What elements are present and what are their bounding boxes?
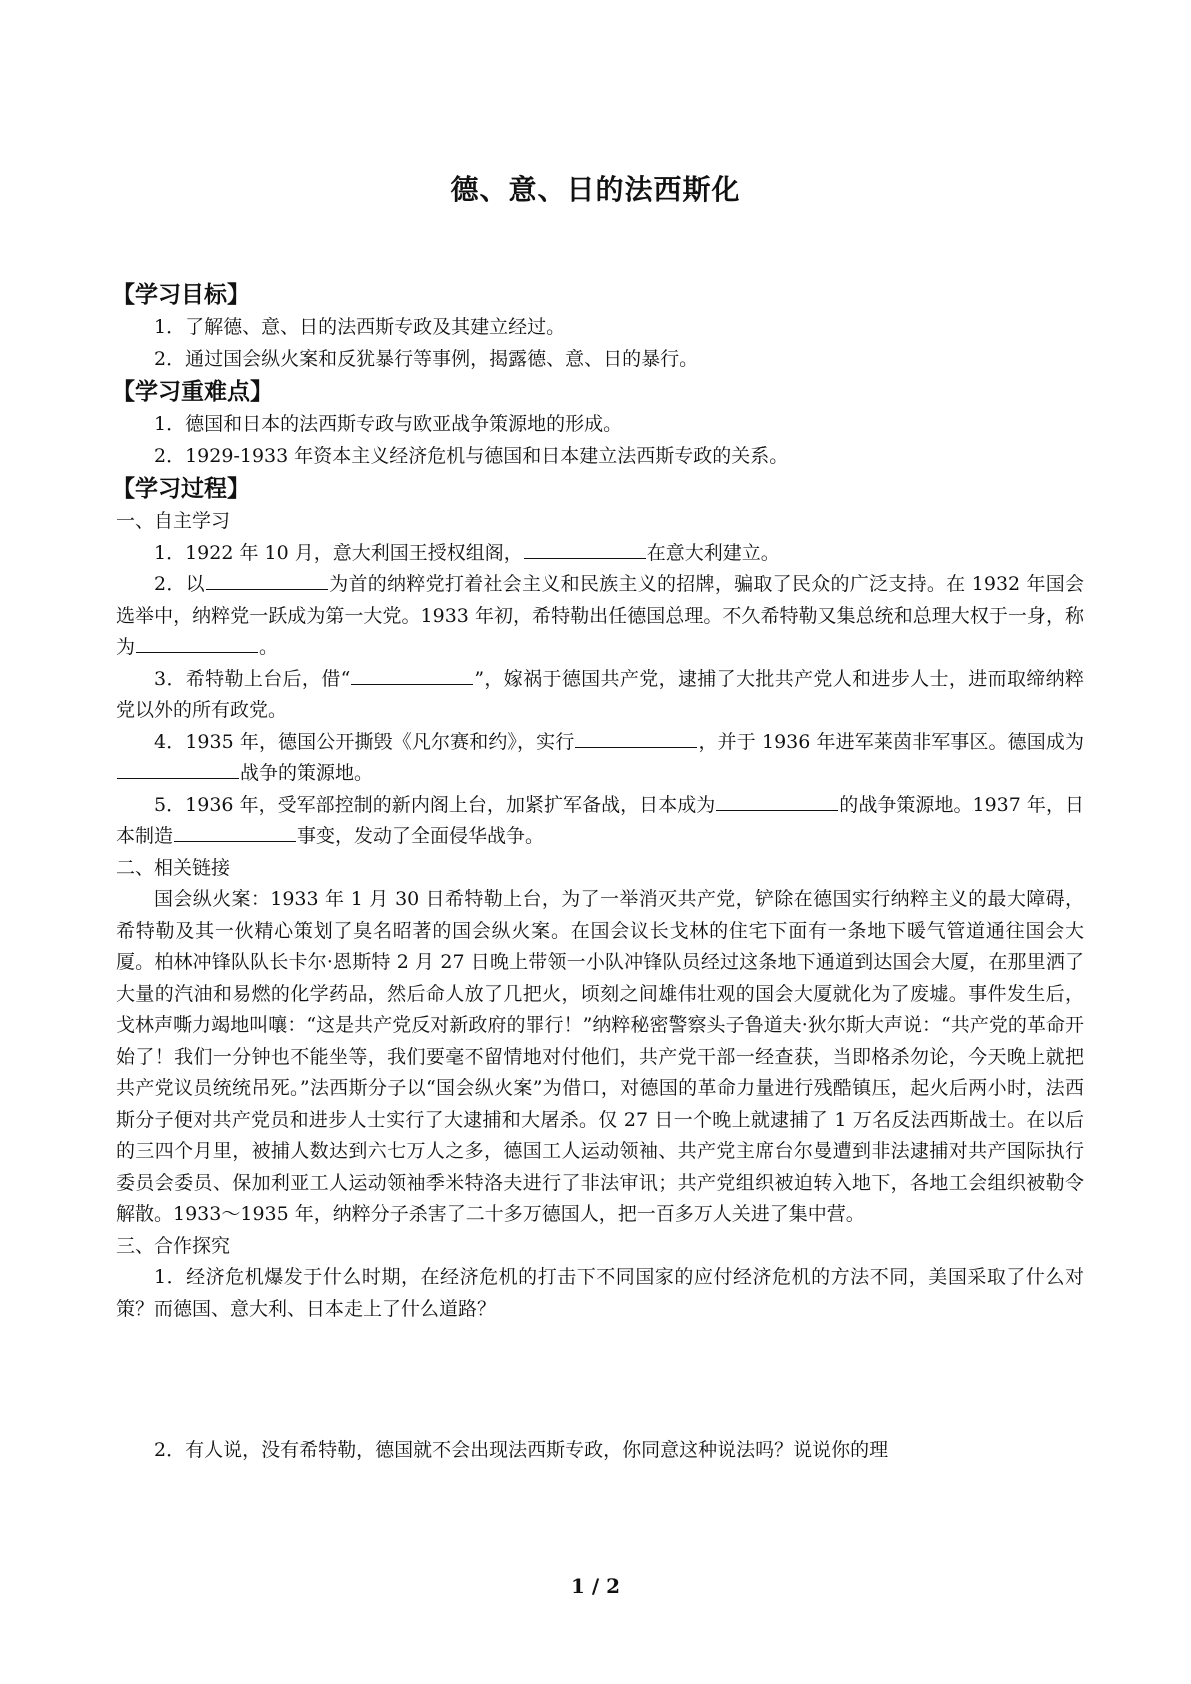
answer-blank[interactable] (716, 791, 838, 811)
question-text: 的战争策源地。1937 年，日本制造 (116, 793, 1084, 847)
question-text: 战争的策源地。 (240, 762, 374, 784)
key-point-item: 1．德国和日本的法西斯专政与欧亚战争策源地的形成。 (154, 413, 623, 435)
question-text: 2．以 (154, 573, 205, 595)
page-number: 1 / 2 (570, 1574, 621, 1598)
fill-question-2 (116, 569, 1084, 664)
section-cooperative-inquiry-title: 三、合作探究 (116, 1234, 231, 1257)
fill-question-5 (116, 790, 1084, 853)
question-text: 在意大利建立。 (646, 541, 780, 564)
process-heading: 【学习过程】 (112, 476, 250, 502)
section-related-links-title: 二、相关链接 (116, 856, 231, 879)
question-text: ”，嫁祸于德国共产党，逮捕了大批共产党人和进步人士，进而取缔纳粹党以外的所有政党。 (116, 667, 1084, 721)
question-text: 为首的纳粹党打着社会主义和民族主义的招牌，骗取了民众的广泛支持。在 1932 年国会选举中，纳粹党一跃成为第一大党。1933 年初，希特勒出任德国总理。不久希特勒又集总统和总理大权于一身，称为 (116, 573, 1085, 658)
reichstag-fire-passage: 国会纵火案：1933 年 1 月 30 日希特勒上台，为了一举消灭共产党，铲除在德国实行纳粹主义的最大障碍，希特勒及其一伙精心策划了臭名昭著的国会纵火案。在国会议长戈林的住宅下面有一条地下暖气管道通往国会大厦。柏林冲锋队队长卡尔·恩斯特 2 月 27 日晚上带领一小队冲锋队员经过这条地下通道到达国会大厦，在那里洒了大量的汽油和易燃的化学药品，然后命人放了几把火，顷刻之间雄伟壮观的国会大厦就化为了废墟。事件发生后，戈林声嘶力竭地叫嚷：“这是共产党反对新政府的罪行！”纳粹秘密警察头子鲁道夫·狄尔斯大声说：“共产党的革命开始了！我们一分钟也不能坐等，我们要毫不留情地对付他们，共产党干部一经查获，当即格杀勿论，今天晚上就把共产党议员统统吊死。”法西斯分子以“国会纵火案”为借口，对德国的革命力量进行残酷镇压，起火后两小时，法西斯分子便对共产党员和进步人士实行了大逮捕和大屠杀。仅 27 日一个晚上就逮捕了 1 万名反法西斯战士。在以后的三四个月里，被捕人数达到六七万人之多，德国工人运动领袖、共产党主席台尔曼遭到非法逮捕对共产国际执行委员会委员、保加利亚工人运动领袖季米特洛夫进行了非法审讯；共产党组织被迫转入地下，各地工会组织被勒令解散。1933～1935 年，纳粹分子杀害了二十多万德国人，把一百多万人关进了集中营。 (116, 888, 1084, 1225)
question-text: 1．1922 年 10 月，意大利国王授权组阁， (154, 541, 523, 564)
fill-question-3 (116, 664, 1084, 727)
objective-item: 1．了解德、意、日的法西斯专政及其建立经过。 (154, 316, 566, 338)
objectives-heading: 【学习目标】 (112, 282, 250, 308)
key-point-item: 2．1929-1933 年资本主义经济危机与德国和日本建立法西斯专政的关系。 (154, 444, 789, 467)
question-text: ，并于 1936 年进军莱茵非军事区。德国成为 (698, 730, 1084, 753)
inquiry-question-1: 1．经济危机爆发于什么时期，在经济危机的打击下不同国家的应付经济危机的方法不同，美国采取了什么对策？而德国、意大利、日本走上了什么道路？ (116, 1266, 1084, 1320)
answer-blank[interactable] (206, 570, 328, 590)
inquiry-question-2: 2．有人说，没有希特勒，德国就不会出现法西斯专政，你同意这种说法吗？说说你的理 (154, 1439, 889, 1461)
answer-blank[interactable] (524, 539, 646, 559)
question-text: 3．希特勒上台后，借“ (154, 667, 351, 690)
question-text: 5．1936 年，受军部控制的新内阁上台，加紧扩军备战，日本成为 (154, 793, 716, 816)
question-text: 。 (259, 636, 279, 658)
fill-question-1 (116, 538, 1084, 570)
answer-blank[interactable] (575, 728, 697, 748)
answer-space[interactable] (116, 1325, 1084, 1435)
answer-blank[interactable] (351, 665, 473, 685)
answer-blank[interactable] (174, 822, 296, 842)
question-text: 4．1935 年，德国公开撕毁《凡尔赛和约》，实行 (154, 730, 575, 753)
question-text: 事变，发动了全面侵华战争。 (297, 825, 545, 847)
document-body (112, 278, 1085, 1467)
key-points-heading: 【学习重难点】 (112, 379, 273, 405)
fill-question-4 (116, 727, 1084, 790)
section-self-study-title: 一、自主学习 (116, 510, 231, 532)
answer-blank[interactable] (117, 759, 239, 779)
objective-item: 2．通过国会纵火案和反犹暴行等事例，揭露德、意、日的暴行。 (154, 347, 699, 370)
page-title: 德、意、日的法西斯化 (450, 173, 741, 206)
answer-blank[interactable] (136, 633, 258, 653)
